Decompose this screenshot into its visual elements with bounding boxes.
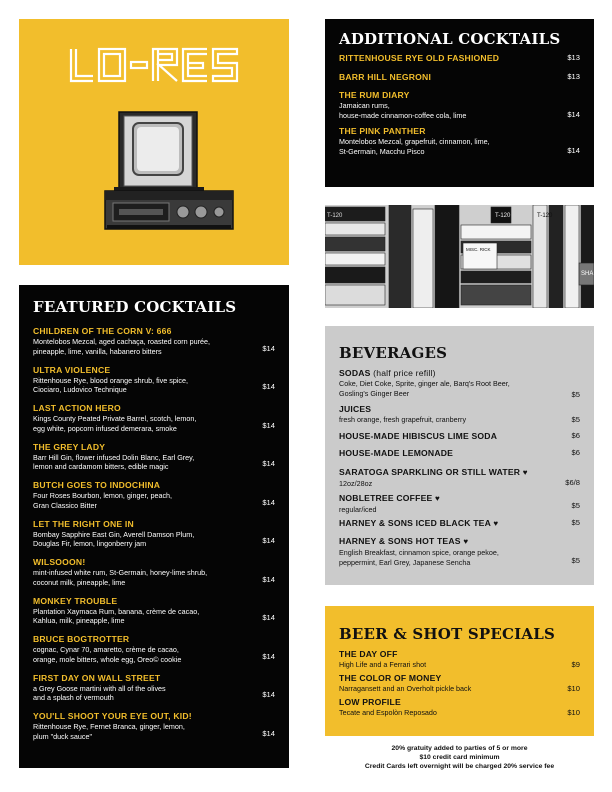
item-desc: plum "duck sauce" [33, 731, 93, 741]
item-price: $6 [571, 448, 580, 457]
item-desc: Montelobos Mezcal, grapefruit, cinnamon, lime, [339, 137, 490, 147]
tape-label: SHA [581, 271, 594, 277]
tape-label: MISC. RICK [466, 247, 491, 252]
item-desc: 12oz/28oz [339, 479, 373, 488]
item-name: BRUCE BOGTROTTER [33, 634, 130, 644]
item-desc: Kings County Peated Private Barrel, scotch, lemon, [33, 414, 197, 423]
footer-line: 20% gratuity added to parties of 5 or more [391, 745, 528, 752]
item-price: $6 [571, 431, 580, 440]
item-name: BUTCH GOES TO INDOCHINA [33, 480, 161, 490]
item-name: FIRST DAY ON WALL STREET [33, 672, 161, 683]
item-desc: coconut milk, pineapple, lime [33, 577, 126, 587]
item-price: $14 [567, 110, 580, 120]
item-desc: a Grey Goose martini with all of the olives [33, 683, 166, 693]
item-desc: Tecate and Espolòn Reposado [339, 708, 437, 717]
menu-item [339, 430, 580, 447]
beer-shot-specials-panel [325, 606, 594, 736]
item-desc: regular/iced [339, 505, 377, 514]
item-price: $14 [262, 343, 275, 353]
item-price: $5 [571, 556, 580, 565]
item-desc: Gran Classico Bitter [33, 500, 97, 510]
menu-item [33, 479, 275, 518]
menu-item [339, 535, 580, 569]
item-name: WILSOOON! [33, 557, 86, 567]
menu-item [33, 633, 275, 672]
beer-shot-specials-title: BEER & SHOT SPECIALS [339, 625, 555, 643]
item-desc: Gosling's Ginger Beer [339, 388, 410, 398]
item-desc: Barr Hill Gin, flower infused Dolin Blanc, Earl Grey, [33, 452, 195, 462]
item-price: $10 [567, 684, 580, 693]
item-price: $14 [262, 651, 275, 661]
tape-label: T-120 [537, 213, 553, 219]
item-price: $14 [262, 613, 275, 622]
item-desc: and a splash of vermouth [33, 693, 114, 703]
item-price: $14 [262, 382, 275, 391]
item-price: $14 [262, 690, 275, 699]
footer-line: $10 credit card minimum [419, 753, 500, 761]
item-desc: Douglas Fir, lemon, lingonberry jam [33, 539, 147, 549]
item-name: HOUSE-MADE HIBISCUS LIME SODA [339, 431, 498, 441]
beverages-panel [325, 326, 594, 585]
item-price: $9 [571, 660, 580, 669]
item-name: LET THE RIGHT ONE IN [33, 518, 134, 529]
item-price: $5 [571, 518, 580, 527]
item-desc: orange, mole bitters, whole egg, Oreo© cookie [33, 654, 182, 664]
item-desc: Jamaican rums, [339, 101, 390, 110]
menu-item [33, 364, 275, 403]
item-name: HOUSE-MADE LEMONADE [339, 448, 454, 458]
item-name: BARR HILL NEGRONI [339, 72, 432, 82]
item-price: $14 [262, 497, 275, 507]
heart-icon: ♥ [493, 519, 499, 528]
item-name: THE RUM DIARY [339, 90, 410, 100]
menu-item [339, 447, 580, 464]
menu-item [33, 402, 275, 441]
item-desc: Montelobos Mezcal, aged cachaça, roasted corn purée, [33, 337, 210, 346]
featured-cocktails-panel [19, 285, 289, 768]
item-name-text: SARATOGA SPARKLING OR STILL WATER [339, 467, 521, 477]
item-price: $14 [262, 728, 275, 738]
item-name: THE GREY LADY [33, 441, 106, 452]
tape-label: T-120 [327, 213, 343, 219]
item-name [339, 492, 580, 505]
item-desc: Rittenhouse Rye, blood orange shrub, five spice, [33, 375, 189, 385]
heart-icon: ♥ [463, 537, 469, 546]
menu-item [339, 125, 580, 156]
item-desc: Four Roses Bourbon, lemon, ginger, peach, [33, 491, 173, 500]
item-desc: Narragansett and an Overholt pickle back [339, 684, 472, 693]
item-desc: peppermint, Earl Grey, Japanese Sencha [339, 557, 471, 567]
menu-item [33, 672, 275, 711]
item-desc: Plantation Xaymaca Rum, banana, crème de cacao, [33, 606, 200, 616]
item-price: $6/8 [565, 478, 580, 487]
tv-illustration [105, 112, 233, 229]
item-desc: lemon and cardamom bitters, edible magic [33, 462, 169, 472]
item-desc: house-made cinnamon-coffee cola, lime [339, 110, 467, 120]
menu-item [339, 466, 580, 492]
menu-item [339, 367, 580, 400]
menu-item [339, 492, 580, 517]
menu-item [33, 710, 275, 749]
menu-item [339, 517, 580, 534]
item-name: JUICES [339, 404, 372, 414]
item-desc: High Life and a Ferrari shot [339, 660, 427, 669]
additional-cocktails-title: ADDITIONAL COCKTAILS [339, 30, 561, 48]
item-desc: Bombay Sapphire East Gin, Averell Damson Plum, [33, 529, 195, 539]
item-desc: pineapple, lime, vanilla, habanero bitters [33, 346, 162, 356]
item-price: $13 [567, 53, 580, 62]
item-desc: fresh orange, fresh grapefruit, cranberry [339, 415, 467, 424]
item-desc: Rittenhouse Rye, Fernet Branca, ginger, lemon, [33, 722, 185, 731]
menu-item [339, 648, 580, 670]
menu-item [33, 595, 275, 634]
menu-item [339, 672, 580, 694]
item-name: LOW PROFILE [339, 697, 401, 707]
item-name [339, 466, 580, 479]
menu-item [339, 696, 580, 718]
item-name [339, 517, 580, 530]
menu-item [339, 89, 580, 120]
menu-item [33, 556, 275, 595]
item-price: $14 [262, 574, 275, 584]
item-price: $5 [571, 390, 580, 399]
footer-line: Credit Cards left overnight will be charged 20% service fee [364, 762, 555, 770]
logo-panel [19, 19, 289, 265]
lo-res-logo [19, 19, 289, 265]
item-name: ULTRA VIOLENCE [33, 364, 111, 375]
item-price: $5 [571, 501, 580, 510]
item-desc: English Breakfast, cinnamon spice, orange pekoe, [339, 548, 499, 557]
featured-cocktails-list [33, 325, 275, 749]
menu-item [33, 441, 275, 480]
item-note: (half price refill) [373, 368, 436, 378]
item-name: YOU'LL SHOOT YOUR EYE OUT, KID! [33, 711, 192, 721]
item-name-text: SODAS [339, 368, 371, 378]
item-desc: Kahlua, milk, pineapple, lime [33, 616, 125, 626]
heart-icon: ♥ [522, 468, 528, 477]
item-name: RITTENHOUSE RYE OLD FASHIONED [339, 53, 500, 63]
item-price: $5 [571, 415, 580, 424]
footer-notes [325, 745, 594, 771]
item-desc: St-Germain, Macchu Pisco [339, 146, 425, 156]
menu-item [339, 52, 580, 64]
item-desc: Ciociaro, Ludovico Technique [33, 385, 127, 395]
item-name: CHILDREN OF THE CORN V: 666 [33, 326, 172, 336]
item-price: $10 [567, 708, 580, 717]
item-name: THE COLOR OF MONEY [339, 673, 442, 683]
item-price: $14 [567, 146, 580, 156]
item-desc: egg white, popcorn infused demerara, smoke [33, 423, 177, 433]
menu-item [33, 518, 275, 557]
item-name: LAST ACTION HERO [33, 403, 121, 413]
featured-cocktails-title: FEATURED COCKTAILS [33, 298, 237, 316]
additional-cocktails-panel [325, 19, 594, 187]
heart-icon: ♥ [435, 494, 440, 503]
item-price: $14 [262, 420, 275, 430]
vhs-tapes-photo [325, 205, 594, 308]
tape-label: T-120 [495, 213, 511, 219]
item-name: THE DAY OFF [339, 649, 398, 659]
item-name: THE PINK PANTHER [339, 126, 426, 137]
item-price: $14 [262, 459, 275, 468]
menu-item [33, 325, 275, 364]
item-desc: cognac, Cynar 70, amaretto, crème de cacao, [33, 645, 179, 654]
item-name-text: NOBLETREE COFFEE [339, 493, 433, 503]
item-name: MONKEY TROUBLE [33, 595, 118, 606]
item-price: $13 [567, 72, 580, 81]
item-desc: mint-infused white rum, St-Germain, honey-lime shrub, [33, 568, 208, 577]
item-name-text: HARNEY & SONS ICED BLACK TEA [339, 518, 491, 528]
item-price: $14 [262, 536, 275, 545]
item-name [339, 535, 580, 548]
menu-item [339, 71, 580, 83]
menu-item [339, 403, 580, 427]
beverages-title: BEVERAGES [339, 344, 448, 362]
item-name [339, 367, 580, 379]
item-name-text: HARNEY & SONS HOT TEAS [339, 536, 461, 546]
item-desc: Coke, Diet Coke, Sprite, ginger ale, Barq's Root Beer, [339, 379, 510, 388]
